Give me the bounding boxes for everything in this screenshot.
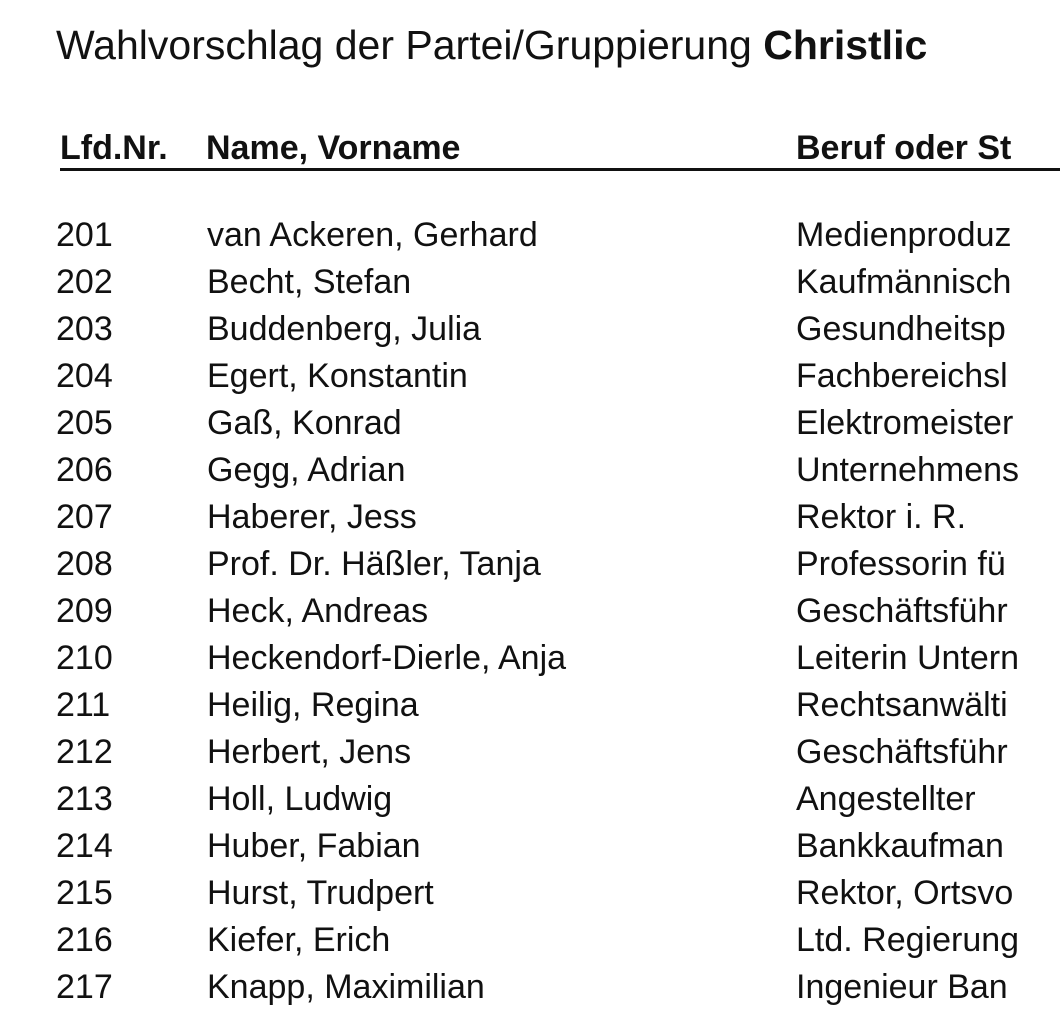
- candidate-occupation: Elektromeister: [796, 404, 1014, 442]
- table-row: [0, 494, 1027, 541]
- candidate-name: Egert, Konstantin: [207, 357, 468, 395]
- candidate-name: Hurst, Trudpert: [207, 874, 434, 912]
- table-row: [0, 682, 1027, 729]
- table-row: [0, 729, 1027, 776]
- table-row: [0, 400, 1027, 447]
- header-lfd-nr: Lfd.Nr.: [60, 129, 168, 167]
- table-row: [0, 588, 1027, 635]
- candidate-occupation: Unternehmens: [796, 451, 1020, 489]
- row-number: 202: [56, 263, 113, 301]
- header-name: Name, Vorname: [206, 129, 461, 167]
- table-row: [0, 823, 1027, 870]
- candidate-occupation: Ingenieur Ban: [796, 968, 1008, 1006]
- candidate-name: van Ackeren, Gerhard: [207, 216, 538, 254]
- table-row: [0, 353, 1027, 400]
- candidate-name: Haberer, Jess: [207, 498, 417, 536]
- candidate-occupation: Geschäftsführ: [796, 592, 1008, 630]
- table-header: [60, 126, 1060, 171]
- row-number: 209: [56, 592, 113, 630]
- row-number: 215: [56, 874, 113, 912]
- table-row: [0, 306, 1027, 353]
- table-row: [0, 917, 1027, 964]
- table-row: [0, 776, 1027, 823]
- candidate-list: [0, 212, 1027, 1011]
- title-party-name: Christlic: [763, 22, 928, 68]
- title-prefix: Wahlvorschlag der Partei/Gruppierung: [56, 22, 764, 68]
- row-number: 217: [56, 968, 113, 1006]
- row-number: 211: [56, 686, 111, 724]
- candidate-occupation: Ltd. Regierung: [796, 921, 1020, 959]
- table-row: [0, 212, 1027, 259]
- candidate-name: Buddenberg, Julia: [207, 310, 482, 348]
- candidate-occupation: Rektor, Ortsvo: [796, 874, 1014, 912]
- candidate-occupation: Rektor i. R.: [796, 498, 967, 536]
- table-row: [0, 259, 1027, 306]
- row-number: 210: [56, 639, 113, 677]
- candidate-name: Huber, Fabian: [207, 827, 421, 865]
- candidate-name: Prof. Dr. Häßler, Tanja: [207, 545, 541, 583]
- table-row: [0, 964, 1027, 1011]
- candidate-occupation: Leiterin Untern: [796, 639, 1020, 677]
- header-beruf: Beruf oder St: [796, 129, 1012, 167]
- candidate-name: Holl, Ludwig: [207, 780, 393, 818]
- row-number: 216: [56, 921, 113, 959]
- row-number: 212: [56, 733, 113, 771]
- candidate-name: Knapp, Maximilian: [207, 968, 485, 1006]
- candidate-name: Becht, Stefan: [207, 263, 412, 301]
- row-number: 203: [56, 310, 113, 348]
- candidate-name: Gegg, Adrian: [207, 451, 406, 489]
- table-row: [0, 870, 1027, 917]
- row-number: 214: [56, 827, 113, 865]
- row-number: 213: [56, 780, 113, 818]
- row-number: 207: [56, 498, 113, 536]
- table-row: [0, 447, 1027, 494]
- candidate-name: Heck, Andreas: [207, 592, 429, 630]
- row-number: 205: [56, 404, 113, 442]
- candidate-occupation: Bankkaufman: [796, 827, 1004, 865]
- candidate-occupation: Gesundheitsp: [796, 310, 1006, 348]
- candidate-occupation: Professorin fü: [796, 545, 1006, 583]
- row-number: 208: [56, 545, 113, 583]
- candidate-name: Heckendorf-Dierle, Anja: [207, 639, 567, 677]
- table-row: [0, 635, 1027, 682]
- candidate-occupation: Medienproduz: [796, 216, 1012, 254]
- row-number: 206: [56, 451, 113, 489]
- page-title: [56, 20, 927, 70]
- candidate-occupation: Rechtsanwälti: [796, 686, 1008, 724]
- candidate-occupation: Geschäftsführ: [796, 733, 1008, 771]
- row-number: 204: [56, 357, 113, 395]
- candidate-occupation: Angestellter: [796, 780, 976, 818]
- candidate-name: Herbert, Jens: [207, 733, 412, 771]
- candidate-occupation: Fachbereichsl: [796, 357, 1008, 395]
- table-row: [0, 541, 1027, 588]
- candidate-name: Kiefer, Erich: [207, 921, 391, 959]
- candidate-name: Gaß, Konrad: [207, 404, 402, 442]
- row-number: 201: [56, 216, 113, 254]
- candidate-occupation: Kaufmännisch: [796, 263, 1012, 301]
- candidate-name: Heilig, Regina: [207, 686, 419, 724]
